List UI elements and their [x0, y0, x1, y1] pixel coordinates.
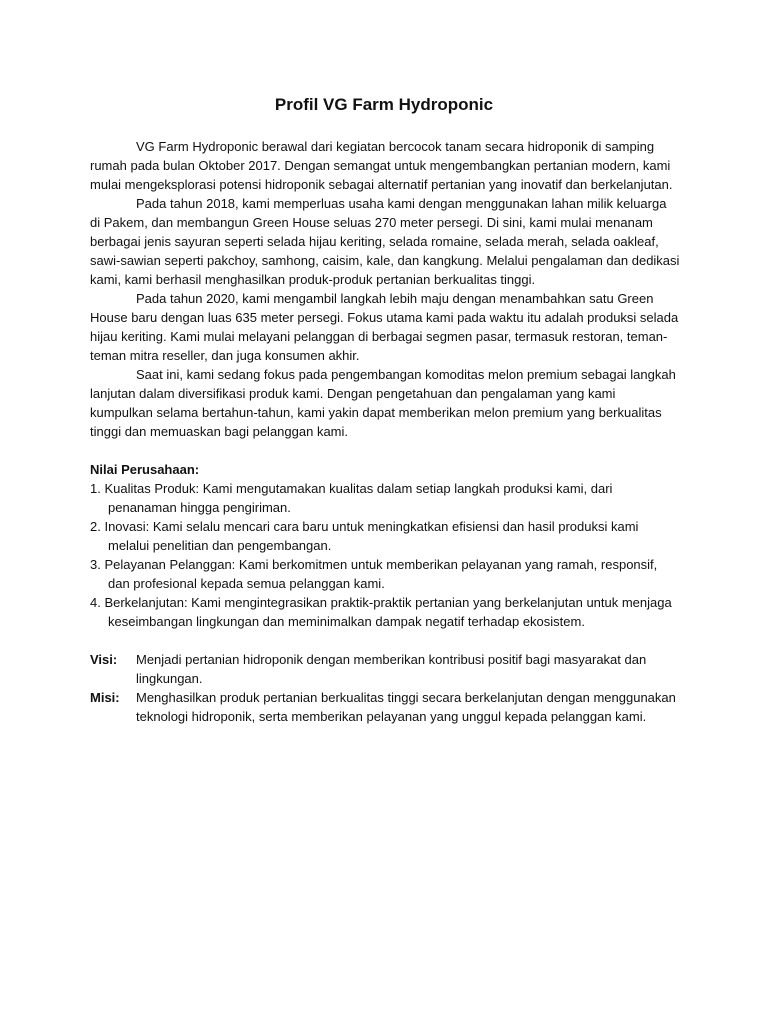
vision-mission-block [90, 650, 680, 726]
document-body [90, 137, 680, 726]
company-values-list [90, 479, 680, 631]
vision-label: Visi: [90, 652, 118, 667]
value-item-service: 3. Pelayanan Pelanggan: Kami berkomitmen untuk memberikan pelayanan yang ramah, responsif, dan profesional kepada semua pelanggan kami. [90, 557, 658, 591]
value-item-sustainability: 4. Berkelanjutan: Kami mengintegrasikan praktik-praktik pertanian yang berkelanjutan untuk menjaga keseimbangan lingkungan dan meminimalkan dampak negatif terhadap ekosistem. [90, 595, 672, 629]
vision-text: Menjadi pertanian hidroponik dengan memberikan kontribusi positif bagi masyarakat dan lingkungan. [136, 652, 647, 686]
vision-row [90, 650, 680, 688]
document-title: Profil VG Farm Hydroponic [274, 95, 494, 114]
paragraph-2020: Pada tahun 2020, kami mengambil langkah lebih maju dengan menambahkan satu Green House baru dengan luas 635 meter persegi. Fokus utama kami pada waktu itu adalah produksi selada hijau keriting. Kami mulai melayani pelanggan di berbagai segmen pasar, termasuk restoran, teman-teman mitra reseller, dan juga konsumen akhir. [90, 291, 679, 363]
company-values-heading: Nilai Perusahaan: [90, 462, 200, 477]
mission-text: Menghasilkan produk pertanian berkualitas tinggi secara berkelanjutan dengan menggunakan teknologi hidroponik, serta memberikan pelayanan yang unggul kepada pelanggan kami. [136, 690, 676, 724]
paragraph-origin: VG Farm Hydroponic berawal dari kegiatan bercocok tanam secara hidroponik di samping rumah pada bulan Oktober 2017. Dengan semangat untuk mengembangkan pertanian modern, kami mulai mengeksplorasi potensi hidroponik sebagai alternatif pertanian yang inovatif dan berkelanjutan. [90, 139, 673, 192]
paragraph-2018: Pada tahun 2018, kami memperluas usaha kami dengan menggunakan lahan milik keluarga di Pakem, dan membangun Green House seluas 270 meter persegi. Di sini, kami mulai menanam berbagai jenis sayuran seperti selada hijau keriting, selada romaine, selada merah, selada oakleaf, sawi-sawian seperti pakchoy, samhong, caisim, kale, dan kangkung. Melalui pengalaman dan dedikasi kami, kami berhasil menghasilkan produk-produk pertanian berkualitas tinggi. [90, 196, 680, 287]
value-item-quality: 1. Kualitas Produk: Kami mengutamakan kualitas dalam setiap langkah produksi kami, dari penanaman hingga pengiriman. [90, 481, 613, 515]
paragraph-current: Saat ini, kami sedang fokus pada pengembangan komoditas melon premium sebagai langkah lanjutan dalam diversifikasi produk kami. Dengan pengetahuan dan pengalaman yang kami kumpulkan selama bertahun-tahun, kami yakin dapat memberikan melon premium yang berkualitas tinggi dan memuaskan bagi pelanggan kami. [90, 367, 676, 439]
mission-label: Misi: [90, 690, 120, 705]
mission-row [90, 688, 680, 726]
value-item-innovation: 2. Inovasi: Kami selalu mencari cara baru untuk meningkatkan efisiensi dan hasil produksi kami melalui penelitian dan pengembangan. [90, 519, 639, 553]
